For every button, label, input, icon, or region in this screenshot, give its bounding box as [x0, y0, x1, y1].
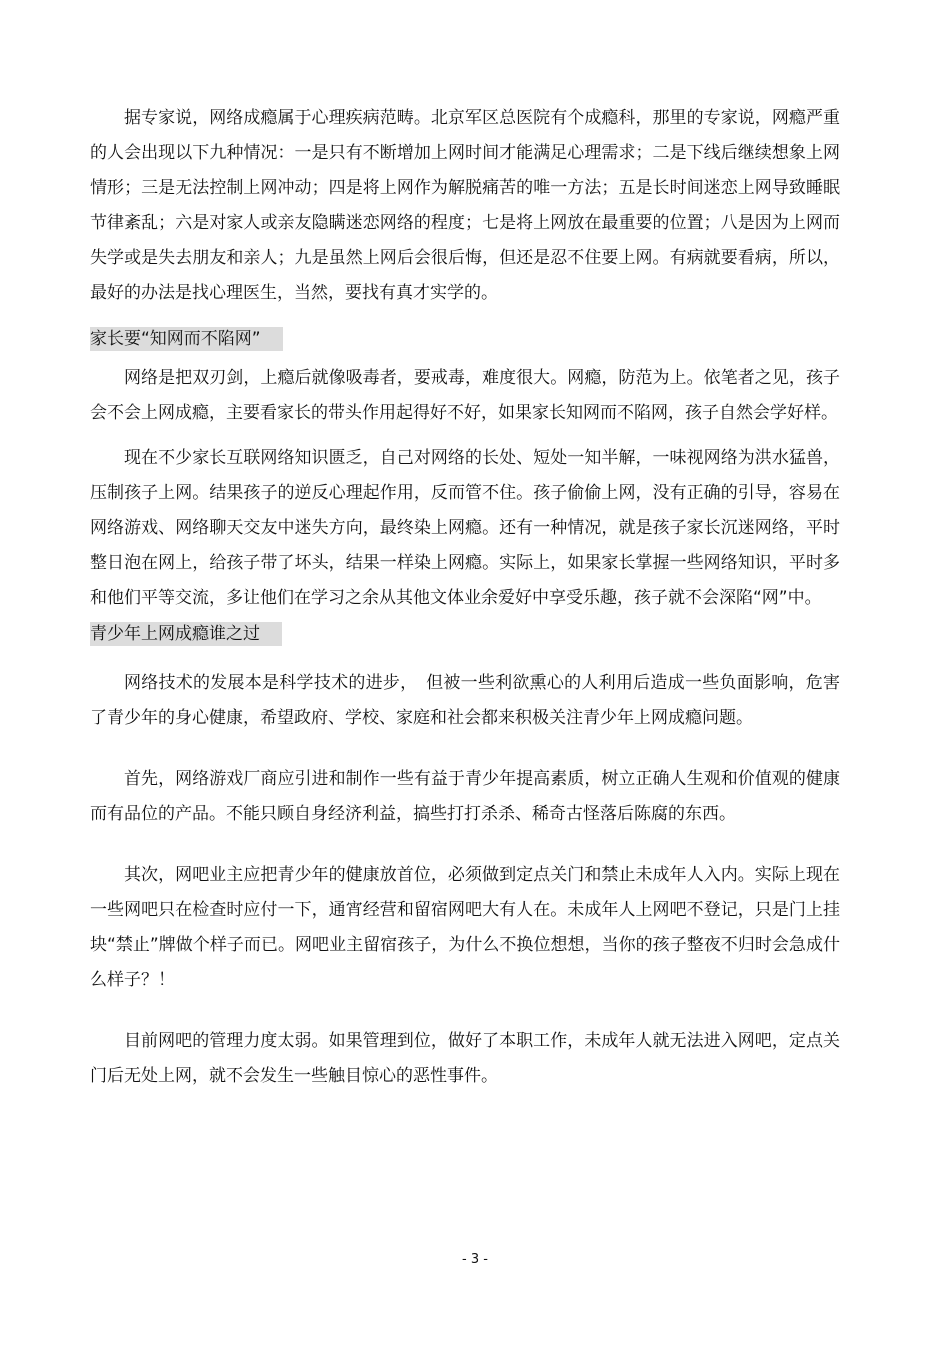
paragraph-double-edged-sword: 网络是把双刃剑，上瘾后就像吸毒者，要戒毒，难度很大。网瘾，防范为上。依笔者之见，孩子会不会上网成瘾，主要看家长的带头作用起得好不好，如果家长知网而不陷网，孩子自然会学好样。: [90, 368, 840, 423]
paragraph-expert-view: 据专家说，网络成瘾属于心理疾病范畴。北京军区总医院有个成瘾科，那里的专家说，网瘾严重的人会出现以下九种情况：一是只有不断增加上网时间才能满足心理需求；二是下线后继续想象上网情形；三是无法控制上网冲动；四是将上网作为解脱痛苦的唯一方法；五是长时间迷恋上网导致睡眠节律紊乱；六是对家人或亲友隐瞒迷恋网络的程度；七是将上网放在最重要的位置；八是因为上网而失学或是失去朋友和亲人；九是虽然上网后会很后悔，但还是忍不住要上网。有病就要看病，所以，最好的办法是找心理医生，当然，要找有真才实学的。: [90, 108, 840, 303]
page-body: [90, 101, 840, 1094]
paragraph-parents-knowledge: 现在不少家长互联网络知识匮乏，自己对网络的长处、短处一知半解，一味视网络为洪水猛兽，压制孩子上网。结果孩子的逆反心理起作用，反而管不住。孩子偷偷上网，没有正确的引导，容易在网络游戏、网络聊天交友中迷失方向，最终染上网瘾。还有一种情况，就是孩子家长沉迷网络，平时整日泡在网上，给孩子带了坏头，结果一样染上网瘾。实际上，如果家长掌握一些网络知识，平时多和他们平等交流，多让他们在学习之余从其他文体业余爱好中享受乐趣，孩子就不会深陷“网”中。: [90, 448, 840, 608]
section-heading-parents: [90, 327, 840, 351]
paragraph-game-makers: 首先，网络游戏厂商应引进和制作一些有益于青少年提高素质，树立正确人生观和价值观的健康而有品位的产品。不能只顾自身经济利益，搞些打打杀杀、稀奇古怪落后陈腐的东西。: [90, 769, 840, 824]
page-number: - 3 -: [462, 1252, 488, 1267]
section-heading-whose-fault: [90, 622, 840, 646]
paragraph-technology-progress: 网络技术的发展本是科学技术的进步， 但被一些利欲熏心的人利用后造成一些负面影响，危害了青少年的身心健康，希望政府、学校、家庭和社会都来积极关注青少年上网成瘾问题。: [90, 673, 840, 728]
section-heading-parents-label: 家长要“知网而不陷网”: [90, 327, 283, 351]
paragraph-internet-cafe-owners: 其次，网吧业主应把青少年的健康放首位，必须做到定点关门和禁止未成年人入内。实际上现在一些网吧只在检查时应付一下，通宵经营和留宿网吧大有人在。未成年人上网吧不登记，只是门上挂块“禁止”牌做个样子而已。网吧业主留宿孩子，为什么不换位想想，当你的孩子整夜不归时会急成什么样子？！: [90, 865, 840, 990]
section-heading-whose-fault-label: 青少年上网成瘾谁之过: [90, 622, 282, 646]
paragraph-management: 目前网吧的管理力度太弱。如果管理到位，做好了本职工作，未成年人就无法进入网吧，定点关门后无处上网，就不会发生一些触目惊心的恶性事件。: [90, 1031, 840, 1086]
